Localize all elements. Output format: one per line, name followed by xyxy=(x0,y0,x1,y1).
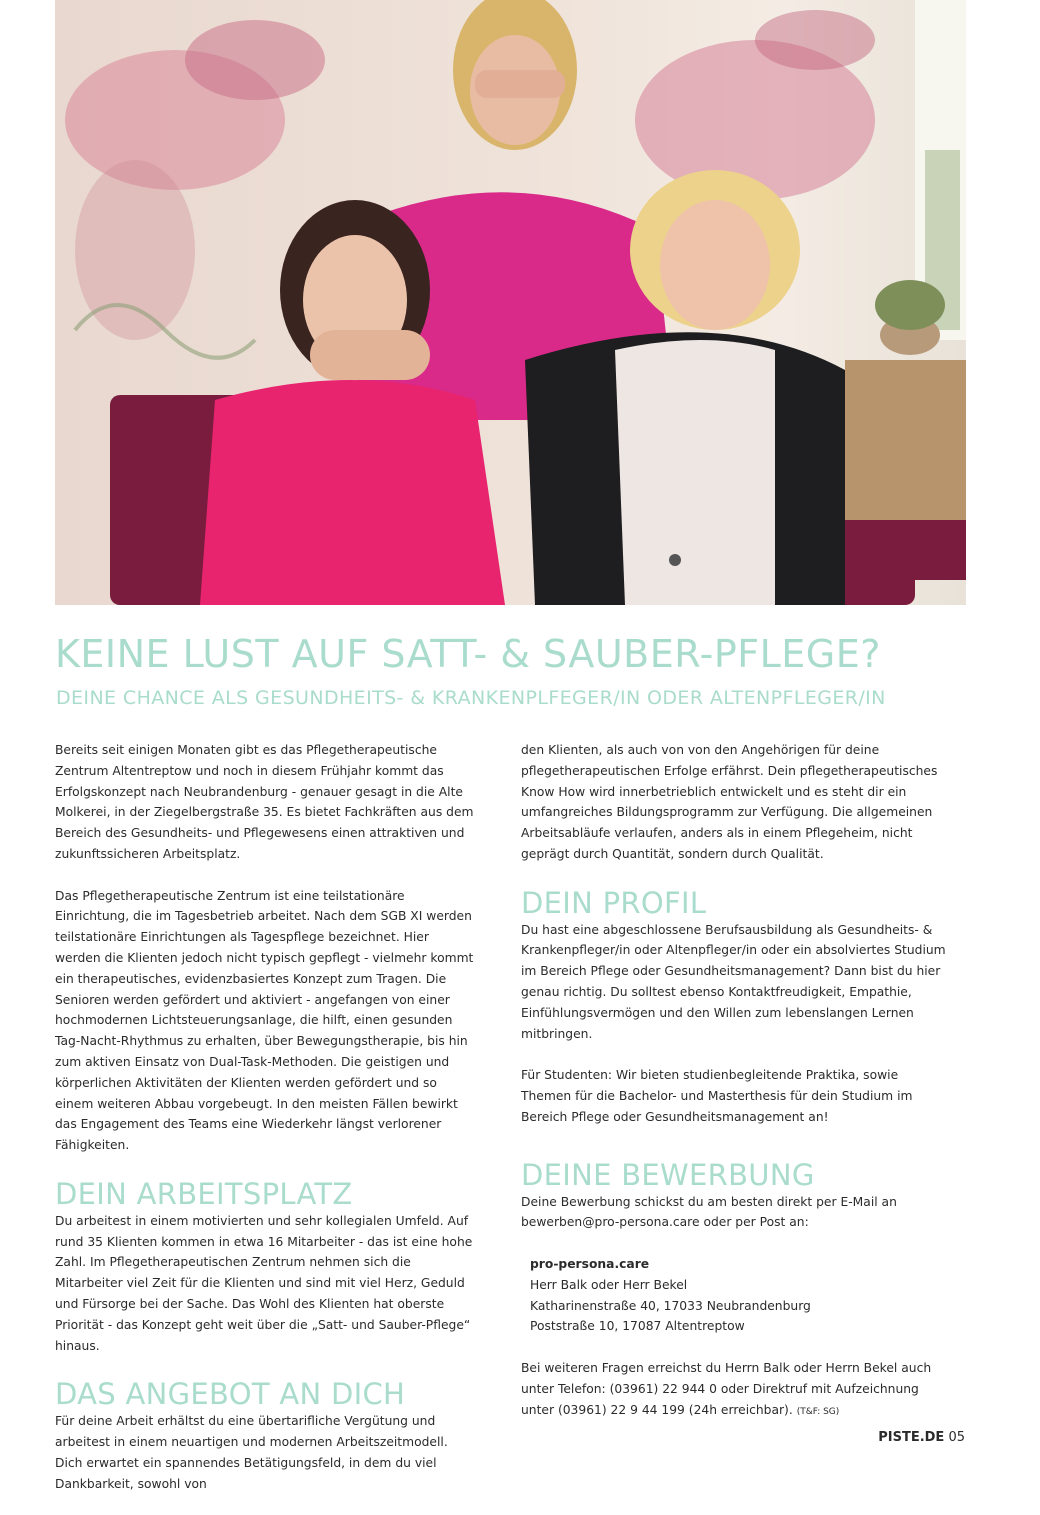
address-line-2: Poststraße 10, 17087 Altentreptow xyxy=(530,1319,745,1334)
hero-photo xyxy=(55,0,966,605)
author-credit: (T&F: SG) xyxy=(796,1406,840,1417)
left-column xyxy=(55,740,475,1515)
section-heading-angebot: DAS ANGEBOT AN DICH xyxy=(55,1377,406,1412)
angebot-continued-paragraph: den Klienten, als auch von von den Angehörigen für deine pflegetherapeutischen Erfolge erfährst. Dein pflegetherapeutisches Know How wird innerbetrieblich entwickelt und es steht dir ein umfangreiches Bildungsprogramm zur Verfügung. Die allgemeinen Arbeitsabläufe verlaufen, anders als in einem Pflegeheim, nicht geprägt durch Quantität, sondern durch Qualität. xyxy=(521,743,938,861)
address-firm: pro-persona.care xyxy=(530,1256,650,1271)
postal-address xyxy=(521,1254,951,1337)
footer-brand: PISTE.DE xyxy=(878,1430,945,1445)
three-women-photo-icon xyxy=(55,0,966,605)
address-contact: Herr Balk oder Herr Bekel xyxy=(530,1277,688,1292)
fragen-paragraph xyxy=(521,1358,951,1422)
profil-paragraph: Du hast eine abgeschlossene Berufsausbildung als Gesundheits- & Krankenpfleger/in oder Altenpfleger/in oder ein absolviertes Studium im Bereich Pflege oder Gesundheitsmanagement? Dann bist du hier genau richtig. Du solltest ebenso Kontaktfreudigkeit, Empathie, Einfühlungsvermögen und den Willen zum lebenslangen Lernen mitbringen. xyxy=(521,922,946,1041)
address-line-1: Katharinenstraße 40, 17033 Neubrandenburg xyxy=(530,1298,811,1313)
page-footer xyxy=(878,1430,965,1445)
studenten-paragraph: Für Studenten: Wir bieten studienbegleitende Praktika, sowie Themen für die Bachelor- und Masterthesis für dein Studium im Bereich Pflege oder Gesundheitsmanagement an! xyxy=(521,1068,913,1124)
intro-paragraph-2: Das Pflegetherapeutische Zentrum ist eine teilstationäre Einrichtung, die im Tagesbetrieb arbeitet. Nach dem SGB XI werden teilstationäre Einrichtungen als Tagespflege bezeichnet. Hier werden die Klienten jedoch nicht typisch gepflegt - vielmehr kommt ein therapeutisches, evidenzbasiertes Konzept zum Tragen. Die Senioren werden gefördert und aktiviert - angefangen von einer hochmodernen Lichtsteuerungsanlage, die hilft, einen gesunden Tag-Nacht-Rhythmus zu erhalten, über Bewegungstherapie, bis hin zum aktiven Einsatz von Dual-Task-Methoden. Die geistigen und körperlichen Aktivitäten der Klienten werden gefördert und so einem weiteren Abbau vorgebeugt. In den meisten Fällen bewirkt das Engagement des Teams eine Wiederkehr längst verlorener Fähigkeiten. xyxy=(55,888,474,1153)
angebot-paragraph: Für deine Arbeit erhältst du eine übertarifliche Vergütung und arbeitest in einem neuartigen und modernen Arbeitszeitmodell. Dich erwartet ein spannendes Betätigungsfeld, in dem du viel Dankbarkeit, sowohl von xyxy=(55,1414,448,1491)
page-headline: KEINE LUST AUF SATT- & SAUBER-PFLEGE? xyxy=(55,632,881,676)
intro-paragraph-1: Bereits seit einigen Monaten gibt es das Pflegetherapeutische Zentrum Altentreptow und noch in diesem Frühjahr kommt das Erfolgskonzept nach Neubrandenburg - genauer gesagt in die Alte Molkerei, in der Ziegelbergstraße 35. Es bietet Fachkräften aus dem Bereich des Gesundheits- und Pflegewesens einen attraktiven und zukunftssicheren Arbeitsplatz. xyxy=(55,743,474,861)
section-heading-profil: DEIN PROFIL xyxy=(521,885,707,920)
page-number: 05 xyxy=(948,1430,965,1445)
right-column xyxy=(521,740,951,1443)
page-subline: DEINE CHANCE ALS GESUNDHEITS- & KRANKENPLFEGER/IN ODER ALTENPFLEGER/IN xyxy=(56,687,886,709)
section-heading-bewerbung: DEINE BEWERBUNG xyxy=(521,1157,815,1192)
fragen-text: Bei weiteren Fragen erreichst du Herrn Balk oder Herrn Bekel auch unter Telefon: (03961) 22 944 0 oder Direktruf mit Aufzeichnung unter (03961) 22 9 44 199 (24h erreichbar). xyxy=(521,1360,932,1417)
section-heading-arbeitsplatz: DEIN ARBEITSPLATZ xyxy=(55,1176,353,1211)
bewerbung-paragraph: Deine Bewerbung schickst du am besten direkt per E-Mail an bewerben@pro-persona.care oder per Post an: xyxy=(521,1194,897,1230)
arbeitsplatz-paragraph: Du arbeitest in einem motivierten und sehr kollegialen Umfeld. Auf rund 35 Klienten kommen in etwa 16 Mitarbeiter - das ist eine hohe Zahl. Im Pflegetherapeutischen Zentrum nehmen sich die Mitarbeiter viel Zeit für die Klienten und sind mit viel Herz, Geduld und Fürsorge bei der Sache. Das Wohl des Klienten hat oberste Priorität - das Konzept geht weit über die „Satt- und Sauber-Pflege“ hinaus. xyxy=(55,1213,473,1353)
